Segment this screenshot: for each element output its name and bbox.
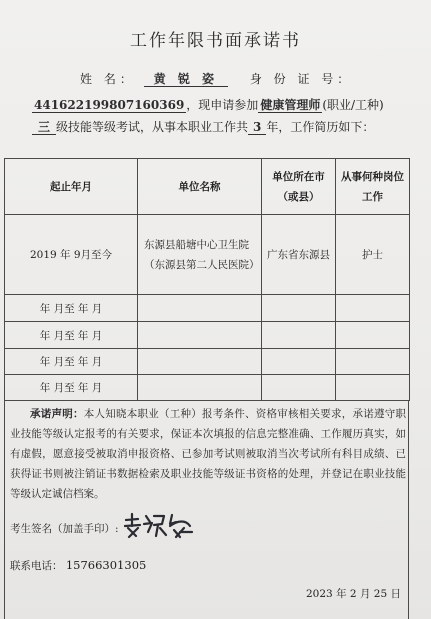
- statement-text: 本人知晓本职业（工种）报考条件、资格审核相关要求，承诺遵守职业技能等级认定报考的有关要求，保证本次填报的信息完整准确、工作履历真实，如有虚假，愿意接受被取消申报资格、已参加考试则被取消当次考试所有科目成绩、已获得证书则被注销证书数据检索及职业技能等级证书资格的处理，并登记在职业技能等级认定诚信档案。: [10, 408, 406, 500]
- table-row: [5, 295, 410, 322]
- table-header-row: [5, 159, 410, 215]
- cell-period: 年 月至 年 月: [5, 349, 138, 375]
- cell-location: [262, 375, 336, 401]
- id-number: 441622199807160369: [34, 98, 185, 112]
- commitment-statement: [10, 404, 406, 504]
- col-header-employer: 单位名称: [138, 159, 262, 215]
- document-title: 工作年限书面承诺书: [130, 31, 301, 51]
- phone-line: [10, 558, 146, 573]
- cell-location: 广东省东源县: [262, 215, 336, 295]
- profession-value: 健康管理师: [260, 98, 321, 112]
- name-label: 姓 名：: [80, 72, 136, 86]
- phone-label: 联系电话：: [10, 560, 63, 572]
- date-line: [306, 586, 401, 601]
- date-year-unit: 年: [336, 588, 347, 600]
- table-row: [5, 375, 410, 401]
- apply-text: ，现申请参加: [186, 98, 259, 112]
- years-text: 年，工作简历如下：: [266, 120, 375, 134]
- cell-location: [262, 322, 336, 349]
- profession-suffix: (职业/工种): [322, 98, 384, 112]
- cell-position: [336, 295, 410, 322]
- cell-employer: [138, 295, 262, 322]
- cell-position: 护士: [336, 215, 410, 295]
- col-header-position: 从事何种岗位工作: [336, 159, 410, 215]
- name-value: 黄 锐 姿: [144, 72, 228, 87]
- name-line: [80, 70, 353, 87]
- table-row: [5, 215, 410, 295]
- id-line: [32, 96, 384, 113]
- cell-period: 年 月至 年 月: [5, 322, 138, 349]
- cell-employer: [138, 322, 262, 349]
- date-year: 2023: [306, 588, 333, 600]
- date-month: 2: [349, 588, 357, 600]
- handwritten-signature: [120, 510, 200, 540]
- cell-employer: 东源县船塘中心卫生院（东源县第二人民医院）: [138, 215, 262, 295]
- cell-position: [336, 349, 410, 375]
- cell-period: 2019 年 9月至今: [5, 215, 138, 295]
- cell-period: 年 月至 年 月: [5, 375, 138, 401]
- id-label: 身 份 证 号：: [249, 72, 354, 86]
- col-header-location: 单位所在市（或县）: [262, 159, 336, 215]
- cell-position: [336, 322, 410, 349]
- statement-label: 承诺声明：: [30, 408, 84, 420]
- date-month-unit: 月: [359, 588, 371, 600]
- cell-period: 年 月至 年 月: [5, 295, 138, 322]
- cell-employer: [138, 349, 262, 375]
- level-line: [32, 118, 374, 135]
- table-row: [5, 322, 410, 349]
- table-row: [5, 349, 410, 375]
- date-day-unit: 日: [390, 588, 402, 600]
- cell-location: [262, 295, 336, 322]
- cell-employer: [138, 375, 262, 401]
- signature-label: 考生签名（加盖手印）:: [10, 523, 119, 535]
- level-value: 三: [32, 120, 56, 135]
- level-text: 级技能等级考试，从事本职业工作共: [56, 120, 249, 134]
- col-header-period: 起止年月: [5, 159, 138, 215]
- years-value: 3: [248, 120, 266, 135]
- signature-line: [10, 521, 119, 536]
- phone-number: 15766301305: [65, 558, 147, 572]
- cell-position: [336, 375, 410, 401]
- date-day: 25: [373, 588, 388, 600]
- cell-location: [262, 349, 336, 375]
- work-history-table: [4, 158, 410, 401]
